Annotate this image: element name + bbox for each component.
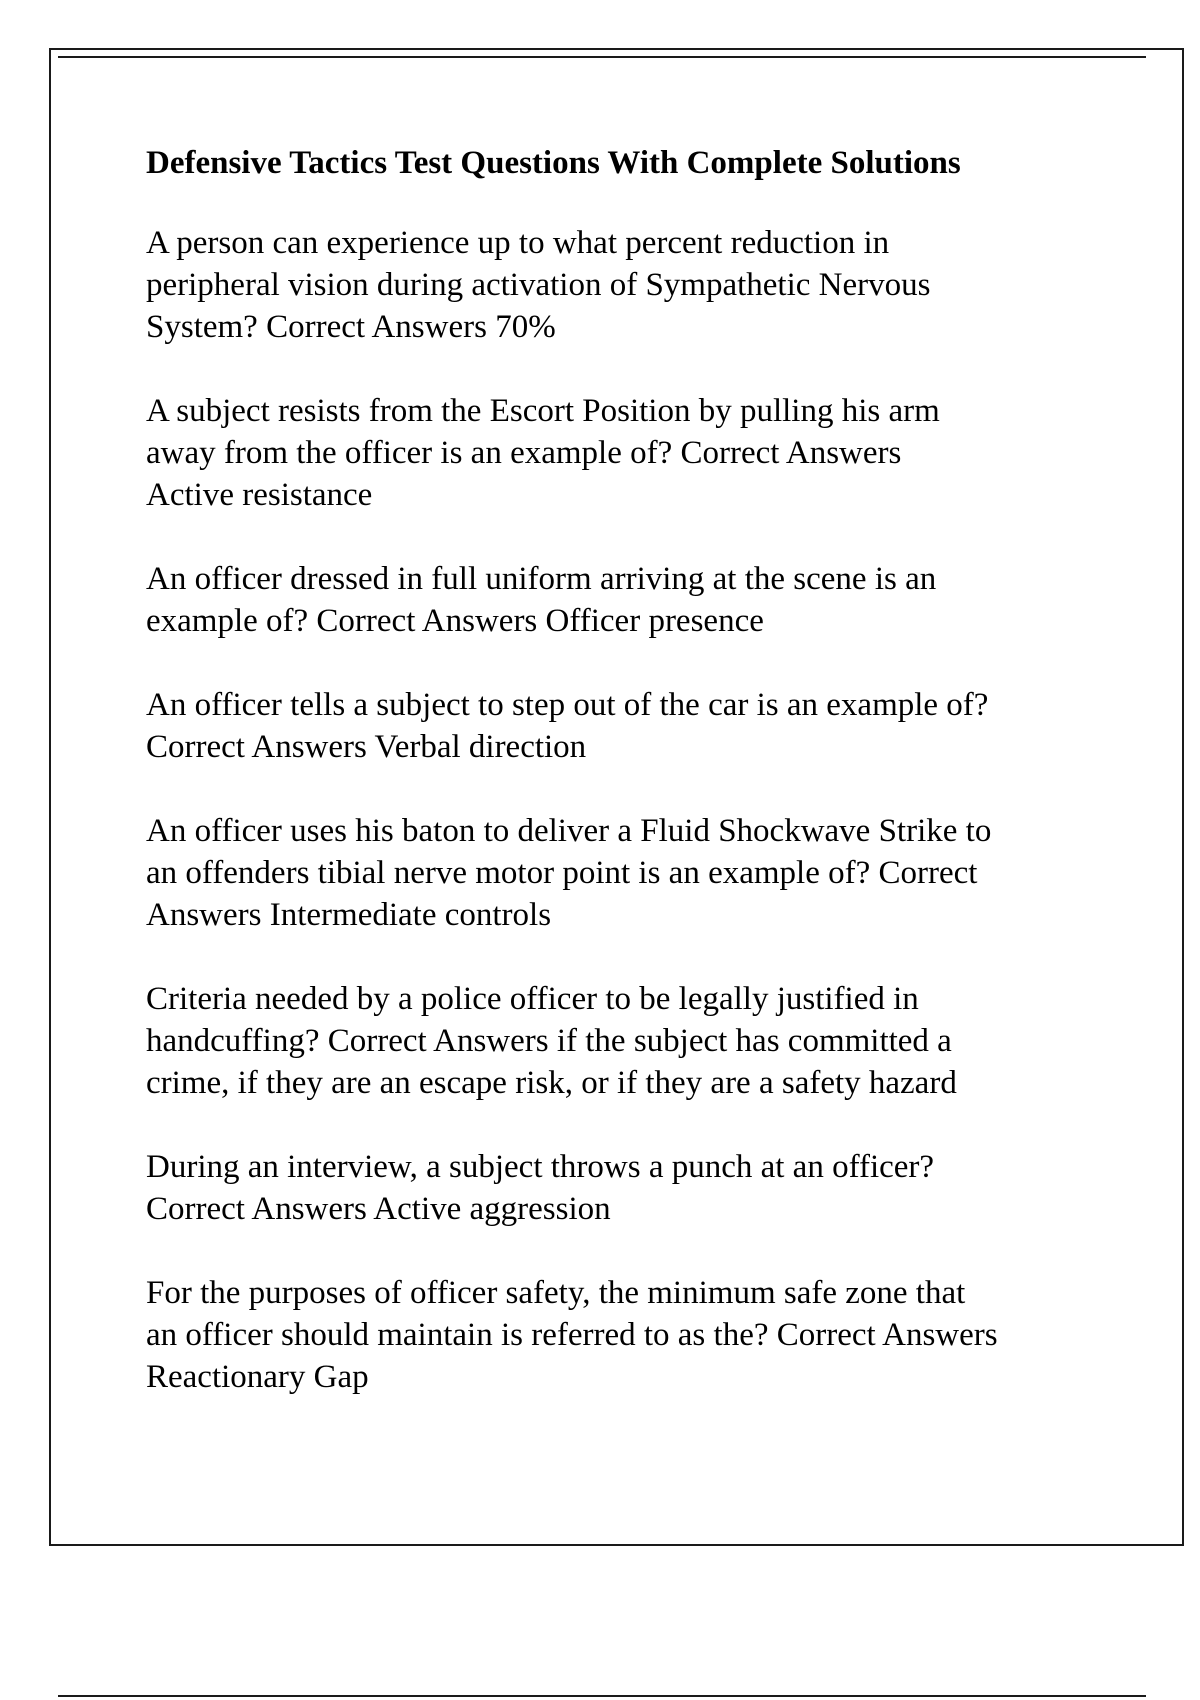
document-title: Defensive Tactics Test Questions With Complete Solutions — [146, 145, 961, 181]
question-answer-2: A subject resists from the Escort Position by pulling his arm away from the officer is an example of? Correct Answers Active resistance — [146, 393, 940, 513]
question-answer-8: For the purposes of officer safety, the minimum safe zone that an officer should maintain is referred to as the? Correct Answers Reactionary Gap — [146, 1275, 998, 1395]
question-answer-3: An officer dressed in full uniform arriving at the scene is an example of? Correct Answers Officer presence — [146, 561, 937, 639]
question-answer-1: A person can experience up to what percent reduction in peripheral vision during activation of Sympathetic Nervous System? Correct Answers 70% — [146, 225, 931, 345]
question-answer-4: An officer tells a subject to step out of the car is an example of? Correct Answers Verbal direction — [146, 687, 989, 765]
question-answer-7: During an interview, a subject throws a punch at an officer? Correct Answers Active aggression — [146, 1149, 935, 1227]
question-answer-5: An officer uses his baton to deliver a Fluid Shockwave Strike to an offenders tibial nerve motor point is an example of? Correct Answers Intermediate controls — [146, 813, 992, 933]
document-body — [146, 142, 1146, 1440]
question-answer-6: Criteria needed by a police officer to be legally justified in handcuffing? Correct Answers if the subject has committed a crime, if they are an escape risk, or if they are a safety hazard — [146, 981, 957, 1101]
top-rule — [58, 56, 1146, 58]
bottom-rule — [58, 1695, 1146, 1697]
